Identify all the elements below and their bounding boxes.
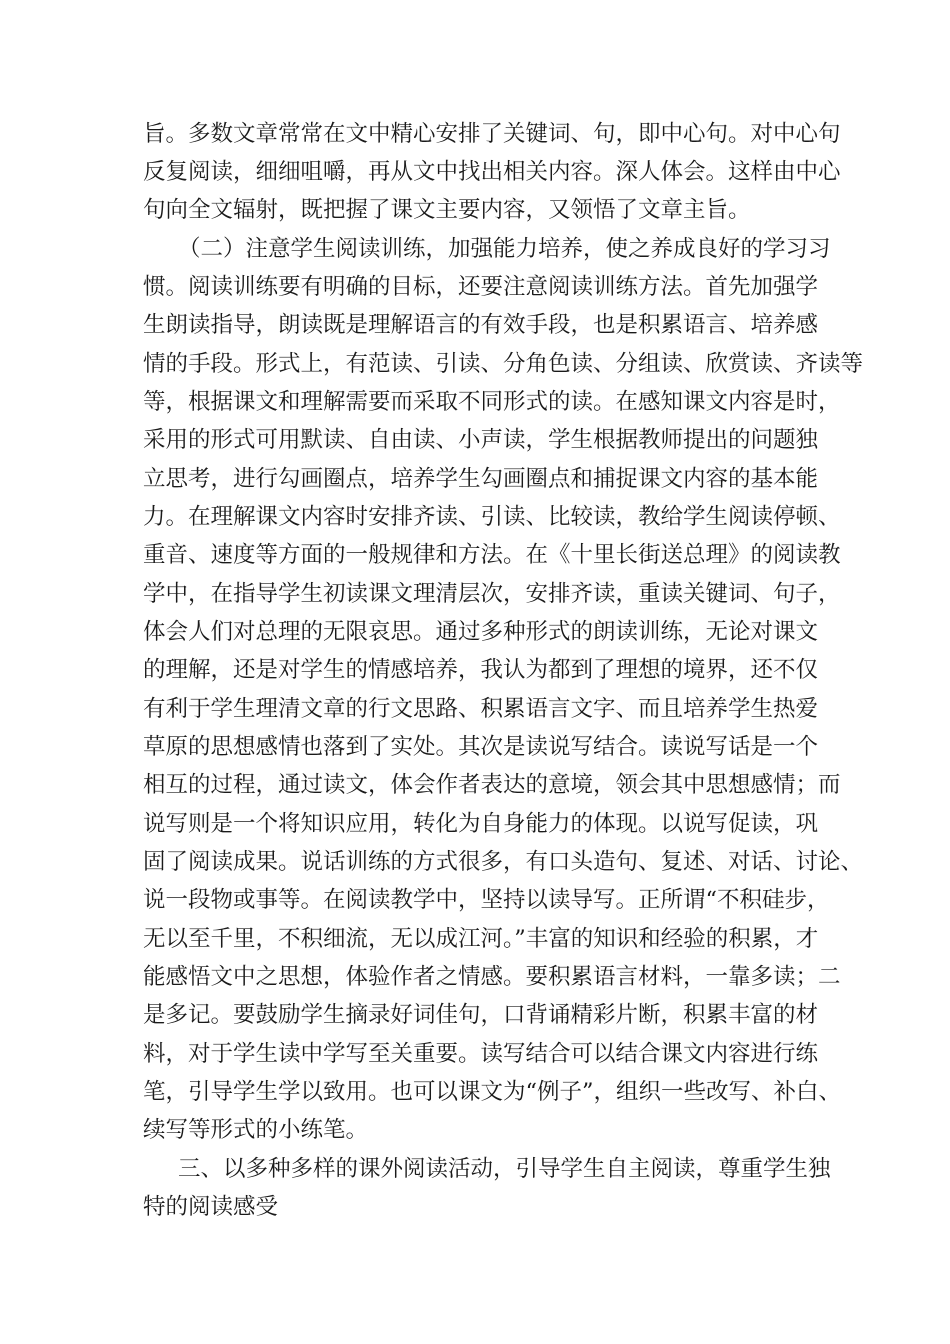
- text-line: 无以至千里，不积细流，无以成江河。”丰富的知识和经验的积累，才: [143, 926, 819, 952]
- text-line: 能感悟文中之思想，体验作者之情感。要积累语言材料，一靠多读；二: [143, 964, 841, 990]
- text-line: 学中，在指导学生初读课文理清层次，安排齐读，重读关键词、句子，: [143, 581, 841, 607]
- text-line: 草原的思想感情也落到了实处。其次是读说写结合。读说写话是一个: [143, 734, 819, 760]
- text-line: 生朗读指导，朗读既是理解语言的有效手段，也是积累语言、培养感: [143, 312, 819, 338]
- text-line: 立思考，进行勾画圈点，培养学生勾画圈点和捕捉课文内容的基本能: [143, 466, 819, 492]
- text-line: 等，根据课文和理解需要而采取不同形式的读。在感知课文内容是时，: [143, 389, 841, 415]
- text-line: 是多记。要鼓励学生摘录好词佳句，口背诵精彩片断，积累丰富的材: [143, 1002, 819, 1028]
- text-line: 体会人们对总理的无限哀思。通过多种形式的朗读训练，无论对课文: [143, 619, 819, 645]
- text-line: 相互的过程，通过读文，体会作者表达的意境，领会其中思想感情；而: [143, 772, 841, 798]
- text-line: 惯。阅读训练要有明确的目标，还要注意阅读训练方法。首先加强学: [143, 274, 819, 300]
- section-heading-line: 特的阅读感受: [143, 1194, 279, 1220]
- text-line: 力。在理解课文内容时安排齐读、引读、比较读，教给学生阅读停顿、: [143, 504, 841, 530]
- text-line: 旨。多数文章常常在文中精心安排了关键词、句，即中心句。对中心句: [143, 121, 841, 147]
- text-line: 句向全文辐射，既把握了课文主要内容，又领悟了文章主旨。: [143, 197, 751, 223]
- text-line: 笔，引导学生学以致用。也可以课文为“例子”，组织一些改写、补白、: [143, 1079, 842, 1105]
- text-line: 重音、速度等方面的一般规律和方法。在《十里长街送总理》的阅读教: [143, 542, 841, 568]
- text-line: 有利于学生理清文章的行文思路、积累语言文字、而且培养学生热爱: [143, 696, 819, 722]
- text-line: 说写则是一个将知识应用，转化为自身能力的体现。以说写促读，巩: [143, 811, 819, 837]
- text-line: 采用的形式可用默读、自由读、小声读，学生根据教师提出的问题独: [143, 427, 819, 453]
- text-line: 的理解，还是对学生的情感培养，我认为都到了理想的境界，还不仅: [143, 657, 819, 683]
- text-line: 续写等形式的小练笔。: [143, 1117, 369, 1143]
- text-line: 固了阅读成果。说话训练的方式很多，有口头造句、复述、对话、讨论、: [143, 849, 864, 875]
- text-line: 反复阅读，细细咀嚼，再从文中找出相关内容。深人体会。这样由中心: [143, 159, 841, 185]
- text-line: 情的手段。形式上，有范读、引读、分角色读、分组读、欣赏读、齐读等: [143, 351, 864, 377]
- section-heading-line: 三、以多种多样的课外阅读活动，引导学生自主阅读，尊重学生独: [178, 1156, 831, 1182]
- text-line: 料，对于学生读中学写至关重要。读写结合可以结合课文内容进行练: [143, 1041, 819, 1067]
- paragraph-start-line: （二）注意学生阅读训练，加强能力培养，使之养成良好的学习习: [178, 236, 831, 262]
- text-line: 说一段物或事等。在阅读教学中，坚持以读导写。正所谓“不积硅步，: [143, 887, 830, 913]
